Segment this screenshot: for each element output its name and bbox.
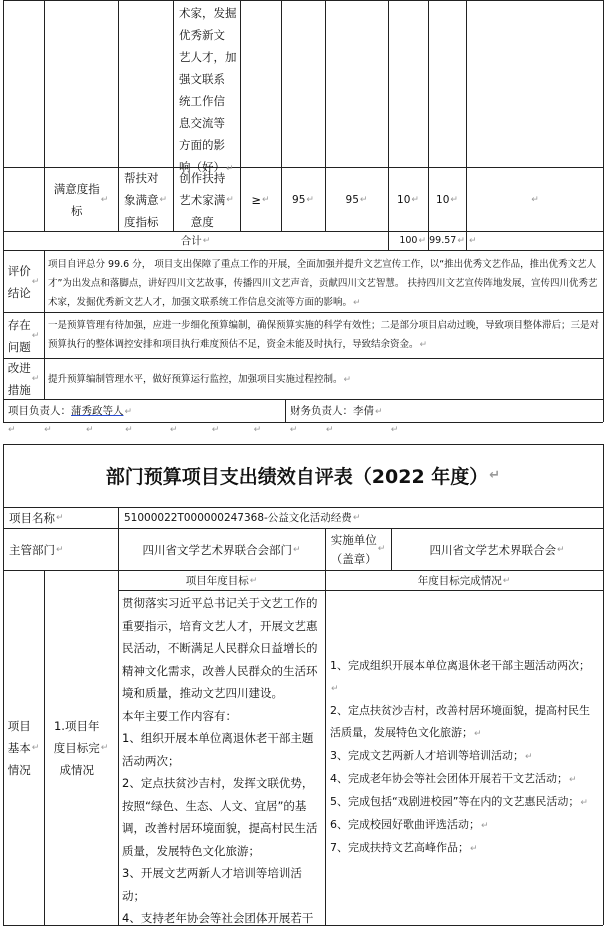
- completion-item: 6、完成校园好歌曲评选活动；↵: [330, 818, 489, 831]
- completion-item: 1、完成组织开展本单位离退休老干部主题活动两次；↵: [330, 659, 590, 694]
- annual-goal-text: 贯彻落实习近平总书记关于文艺工作的重要指示，培育文艺人才，开展文艺惠民活动，不断满足人民群众日益增长的精神文化需求，改善人民群众的生活环境和质量，推动文艺四川建设。 本年主要工作内容有： 1、组织开展本单位离退休老干部主题活动两次； 2、定点扶贫沙吉村，发挥文联优势，按照“绿色、生态、人文、宜居”的基调，改善村居环境面貌，提高村民生活质量，发展特色文化旅游； 3、开展文艺两新人才培训等培训活动； 4、支持老年协会等社会团体开展若干: [122, 596, 318, 924]
- satisfaction-level1-label: 满意度指 标 ↵: [53, 181, 109, 218]
- satisfaction-actual: 95 ↵: [345, 193, 368, 206]
- issues-text: 一是预算管理有待加强，应进一步细化预算编制，确保预算实施的科学有效性；二是部分项目启动过晚，导致项目整体滞后；三是对预算执行的整体调控安排和项目执行难度预估不足，资金未能及时执行，导致结余资金。↵: [48, 320, 600, 350]
- issues-label: 存在 问题 ↵: [7, 317, 40, 354]
- satisfaction-indicator-label: 创作扶持 艺术家满 意度 ↵: [179, 170, 234, 229]
- implementing-unit-value: 四川省文学艺术界联合会 ↵: [429, 542, 565, 557]
- completion-item: 4、完成老年协会等社会团体开展若干文艺活动；↵: [330, 772, 577, 785]
- paragraph-marks: ↵ ↵ ↵ ↵ ↵ ↵ ↵ ↵ ↵ ↵: [8, 425, 399, 435]
- completion-item: 3、完成文艺两新人才培训等培训活动；↵: [330, 749, 533, 762]
- impact-indicator-text: 术家，发掘 优秀新文 艺人才，加 强文联系 统工作信 息交流等 方面的影 响（好）↵: [179, 6, 237, 174]
- satisfaction-operator: ≥ ↵: [251, 192, 270, 207]
- total-remark: ↵: [469, 235, 477, 246]
- page-title: 部门预算项目支出绩效自评表（2022 年度） ↵: [105, 466, 501, 488]
- satisfaction-target: 95 ↵: [292, 193, 314, 206]
- completion-item: 7、完成扶持文艺高峰作品；↵: [330, 841, 478, 854]
- evaluation-label: 评价 结论 ↵: [7, 263, 40, 300]
- basic-info-label: 项目 基本 情况 ↵: [7, 719, 40, 777]
- department-label: 主管部门 ↵: [9, 542, 64, 557]
- satisfaction-weight: 10 ↵: [397, 193, 419, 206]
- completion-list: [330, 655, 598, 860]
- completion-item: 5、完成包括“戏剧进校园”等在内的文艺惠民活动；↵: [330, 795, 588, 808]
- improvement-label: 改进 措施 ↵: [7, 361, 40, 397]
- total-weight: 100 ↵: [399, 234, 426, 246]
- annual-goal-completion-label: 1.项目年 度目标完 成情况 ↵: [53, 719, 109, 777]
- project-leader: 项目负责人：蒲秀政等人↵: [8, 405, 133, 417]
- satisfaction-level2-label: 帮扶对 象满意 度指标 ↵: [123, 170, 168, 229]
- project-name-value: 51000022T000000247368-公益文化活动经费 ↵: [124, 512, 361, 524]
- evaluation-text: 项目自评总分 99.6 分， 项目支出保障了重点工作的开展，全面加强并提升文艺宣传工作，以“推出优秀文艺作品，推出优秀文艺人才”为出发点和落脚点，讲好四川文艺故事，传播四川文艺声音，贡献四川文艺智慧。 扶持四川文艺宣传阵地发展，宣传四川优秀艺术家，发掘优秀新文艺人才，加强文联系统工作信息交流等方面的影响。↵: [48, 259, 598, 308]
- satisfaction-score: 10 ↵: [436, 193, 458, 206]
- finance-leader: 财务负责人：李倩↵: [290, 405, 383, 417]
- satisfaction-remark: ↵: [531, 194, 539, 205]
- project-name-label: 项目名称 ↵: [9, 511, 64, 525]
- total-score: 99.57 ↵: [429, 234, 465, 246]
- annual-goal-header: 项目年度目标 ↵: [185, 574, 258, 587]
- completion-header: 年度目标完成情况 ↵: [417, 574, 511, 587]
- improvement-text: 提升预算编制管理水平，做好预算运行监控，加强项目实施过程控制。↵: [48, 374, 352, 385]
- department-value: 四川省文学艺术界联合会部门 ↵: [142, 542, 301, 557]
- completion-item: 2、定点扶贫沙吉村，改善村居环境面貌，提高村民生活质量，发展特色文化旅游；↵: [330, 704, 590, 739]
- implementing-unit-label: 实施单位 （盖章） ↵: [330, 532, 386, 566]
- total-label: 合计 ↵: [180, 234, 211, 247]
